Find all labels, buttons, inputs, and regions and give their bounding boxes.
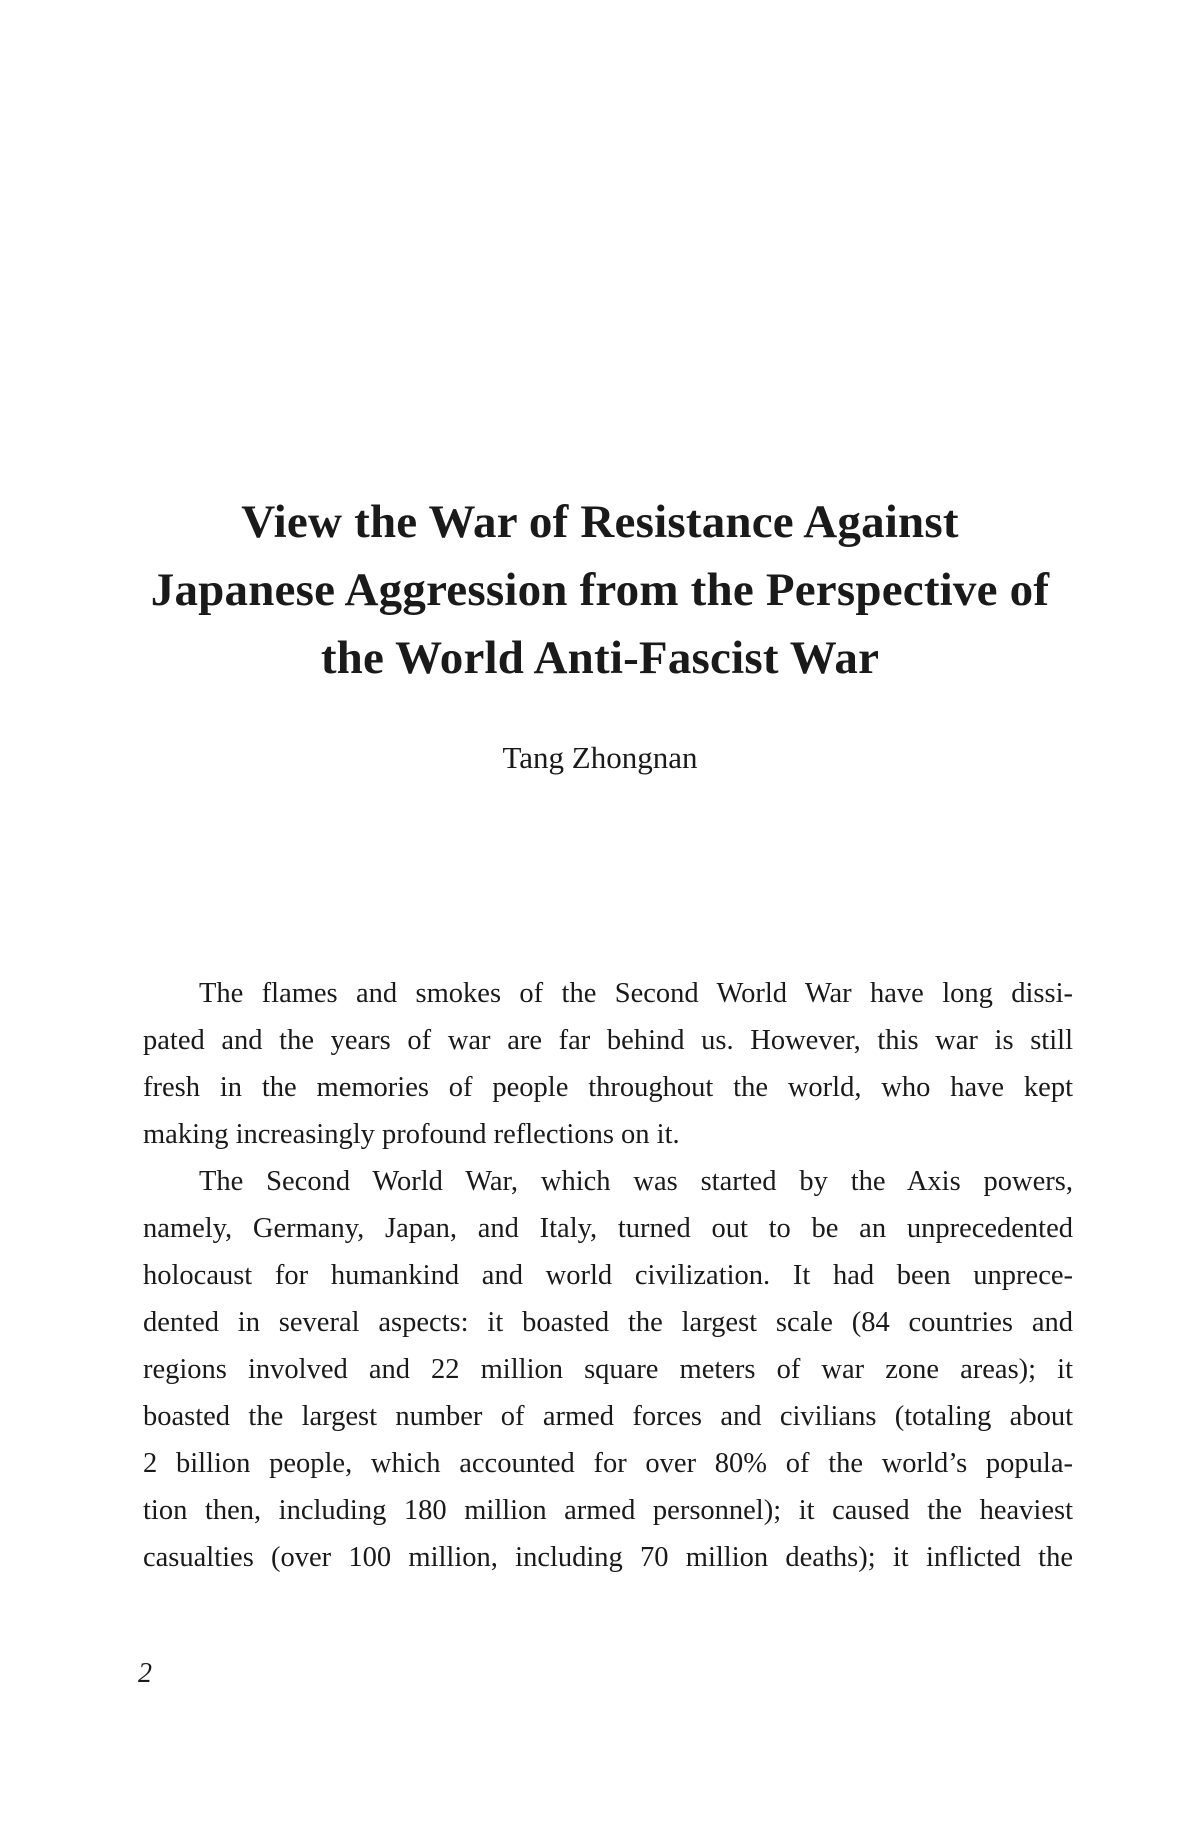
title-line-2: Japanese Aggression from the Perspective of	[150, 564, 1050, 616]
paragraph-2-line-8: tion then, including 180 million armed personnel); it caused the heaviest	[143, 1495, 1073, 1526]
paragraph-2-line-7: 2 billion people, which accounted for over 80% of the world’s popula-	[143, 1448, 1073, 1479]
paragraph-1-line-1: The flames and smokes of the Second World War have long dissi-	[199, 978, 1073, 1009]
title-line-1: View the War of Resistance Against	[241, 496, 959, 548]
paragraph-1-line-3: fresh in the memories of people throughout the world, who have kept	[143, 1072, 1073, 1103]
author-name: Tang Zhongnan	[502, 740, 698, 775]
chapter-title	[130, 488, 1070, 692]
paragraph-2-line-2: namely, Germany, Japan, and Italy, turned out to be an unprecedented	[143, 1213, 1073, 1244]
paragraph-1	[143, 970, 1073, 1158]
paragraph-2-line-5: regions involved and 22 million square meters of war zone areas); it	[143, 1354, 1073, 1385]
paragraph-2-line-4: dented in several aspects: it boasted the largest scale (84 countries and	[143, 1307, 1073, 1338]
paragraph-2-line-3: holocaust for humankind and world civilization. It had been unprece-	[143, 1260, 1073, 1291]
paragraph-2-line-9: casualties (over 100 million, including 70 million deaths); it inflicted the	[143, 1542, 1073, 1573]
page-number: 2	[138, 1658, 152, 1689]
paragraph-2	[143, 1158, 1073, 1581]
paragraph-1-line-4: making increasingly profound reflections on it.	[143, 1119, 680, 1150]
paragraph-2-line-6: boasted the largest number of armed forces and civilians (totaling about	[143, 1401, 1073, 1432]
paragraph-1-line-2: pated and the years of war are far behind us. However, this war is still	[143, 1025, 1073, 1056]
body-text	[143, 970, 1073, 1581]
title-line-3: the World Anti-Fascist War	[320, 632, 880, 684]
paragraph-2-line-1: The Second World War, which was started by the Axis powers,	[199, 1166, 1073, 1197]
